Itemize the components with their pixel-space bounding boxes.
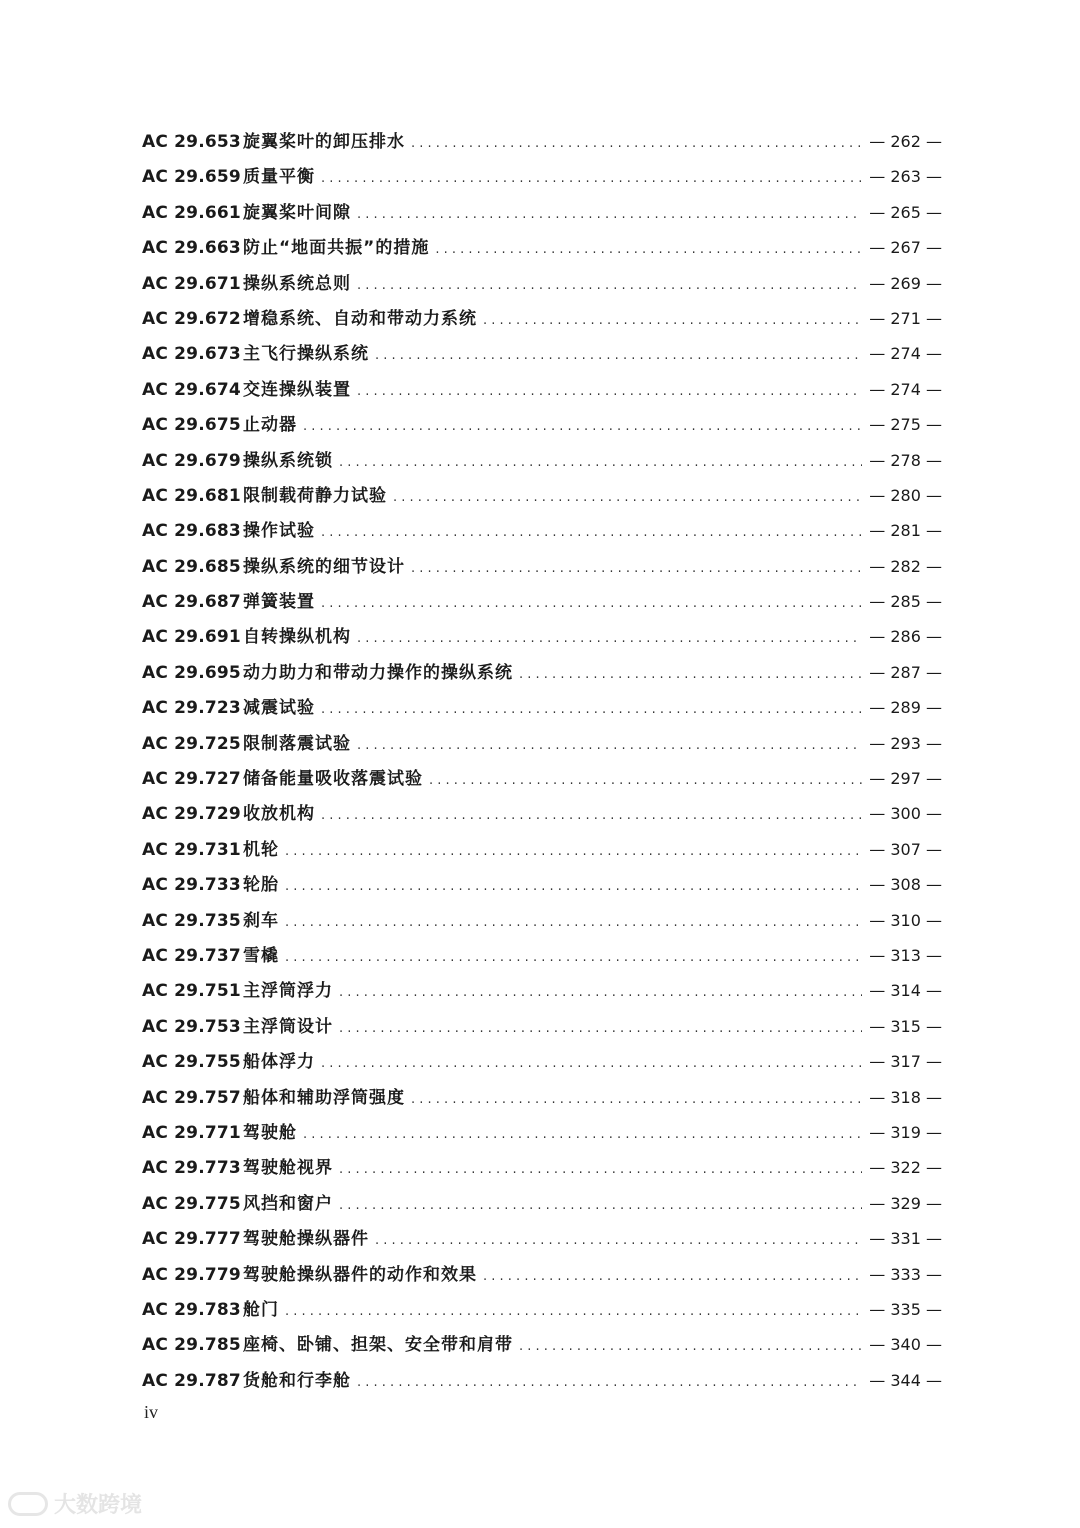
toc-entry-page: — 322 — [869, 1158, 942, 1178]
toc-entry [142, 1186, 942, 1221]
toc-entry-page: — 280 — [869, 485, 942, 505]
toc-entry [142, 443, 942, 478]
dot-leader [339, 445, 862, 480]
toc-entry-title: 弹簧装置 [243, 592, 315, 613]
dot-leader [321, 692, 862, 727]
toc-entry-title: 船体浮力 [243, 1052, 315, 1073]
toc-entry [142, 301, 942, 336]
dot-leader [483, 1259, 862, 1294]
toc-entry-code: AC 29.663 [142, 238, 241, 259]
toc-entry-code: AC 29.731 [142, 839, 241, 860]
toc-entry-page: — 331 — [869, 1229, 942, 1249]
toc-entry-code: AC 29.691 [142, 627, 241, 648]
dot-leader [357, 197, 862, 232]
toc-entry-title: 旋翼桨叶的卸压排水 [243, 132, 405, 152]
toc-entry [142, 726, 942, 761]
toc-entry-page: — 308 — [869, 875, 942, 895]
dot-leader [321, 161, 862, 196]
toc-entry-code: AC 29.659 [142, 167, 241, 188]
toc-entry-title: 操纵系统锁 [243, 450, 333, 471]
toc-entry-page: — 282 — [869, 556, 942, 576]
toc-entry-title: 限制载荷静力试验 [243, 485, 387, 506]
toc-entry-title: 自转操纵机构 [243, 627, 351, 648]
dot-leader [393, 480, 862, 515]
dot-leader [411, 551, 862, 586]
toc-entry [142, 584, 942, 619]
toc-entry-page: — 274 — [869, 344, 942, 364]
toc-entry-page: — 329 — [869, 1193, 942, 1213]
dot-leader [357, 268, 862, 303]
toc-entry-code: AC 29.733 [142, 875, 241, 896]
toc-entry-page: — 286 — [869, 627, 942, 647]
toc-entry-code: AC 29.757 [142, 1087, 241, 1108]
toc-entry-code: AC 29.737 [142, 945, 241, 966]
toc-entry-code: AC 29.785 [142, 1335, 241, 1356]
toc-entry-code: AC 29.755 [142, 1052, 241, 1073]
toc-entry-code: AC 29.687 [142, 592, 241, 613]
toc-entry [142, 195, 942, 230]
toc-entry-page: — 344 — [869, 1370, 942, 1390]
toc-entry [142, 230, 942, 265]
toc-entry-title: 船体和辅助浮筒强度 [243, 1087, 405, 1108]
toc-entry-code: AC 29.683 [142, 521, 241, 542]
toc-entry-title: 操纵系统的细节设计 [243, 556, 405, 577]
toc-entry-title: 机轮 [243, 839, 279, 860]
toc-entry-code: AC 29.777 [142, 1229, 241, 1250]
toc-entry-code: AC 29.723 [142, 698, 241, 719]
toc-entry-page: — 278 — [869, 450, 942, 470]
toc-entry-code: AC 29.729 [142, 804, 241, 825]
toc-entry [142, 549, 942, 584]
toc-entry [142, 478, 942, 513]
toc-entry [142, 1009, 942, 1044]
toc-entry [142, 513, 942, 548]
brand-logo-icon [8, 1492, 48, 1516]
toc-entry-title: 驾驶舱 [243, 1122, 297, 1143]
watermark-text: 大数跨境 [54, 1493, 143, 1518]
dot-leader [357, 621, 862, 656]
toc-entry-code: AC 29.751 [142, 981, 241, 1002]
toc-entry [142, 159, 942, 194]
dot-leader [483, 303, 862, 338]
dot-leader [321, 798, 862, 833]
toc-entry-page: — 310 — [869, 910, 942, 930]
toc-entry-page: — 262 — [869, 132, 942, 151]
toc-entry-title: 主浮筒浮力 [243, 981, 333, 1002]
toc-entry-code: AC 29.679 [142, 450, 241, 471]
toc-entry-code: AC 29.725 [142, 733, 241, 754]
toc-entry [142, 655, 942, 690]
toc-entry-title: 舱门 [243, 1299, 279, 1320]
toc-entry-title: 增稳系统、自动和带动力系统 [243, 308, 477, 329]
toc-entry-page: — 319 — [869, 1122, 942, 1142]
toc-entry-title: 驾驶舱操纵器件 [243, 1229, 369, 1250]
toc-entry-title: 旋翼桨叶间隙 [243, 202, 351, 223]
toc-entry-code: AC 29.773 [142, 1158, 241, 1179]
toc-entry-title: 质量平衡 [243, 167, 315, 188]
toc-entry-code: AC 29.783 [142, 1299, 241, 1320]
toc-entry-title: 动力助力和带动力操作的操纵系统 [243, 662, 513, 683]
dot-leader [519, 657, 862, 692]
toc-entry-title: 雪橇 [243, 945, 279, 966]
toc-entry-code: AC 29.735 [142, 910, 241, 931]
toc-entry [142, 973, 942, 1008]
toc-entry-code: AC 29.753 [142, 1016, 241, 1037]
toc-entry [142, 938, 942, 973]
toc-entry-code: AC 29.787 [142, 1370, 241, 1391]
toc-entry-page: — 293 — [869, 733, 942, 753]
toc-entry-code: AC 29.771 [142, 1122, 241, 1143]
toc-entry-code: AC 29.779 [142, 1264, 241, 1285]
toc-entry-page: — 275 — [869, 415, 942, 435]
toc-entry-page: — 267 — [869, 238, 942, 258]
toc-entry [142, 1080, 942, 1115]
toc-entry-title: 风挡和窗户 [243, 1193, 333, 1214]
toc-entry [142, 903, 942, 938]
dot-leader [339, 1011, 862, 1046]
toc-entry-code: AC 29.653 [142, 132, 241, 152]
toc-entry-title: 收放机构 [243, 804, 315, 825]
toc-entry [142, 407, 942, 442]
toc-entry-page: — 281 — [869, 521, 942, 541]
toc-entry-title: 操纵系统总则 [243, 273, 351, 294]
dot-leader [411, 126, 862, 161]
dot-leader [285, 940, 862, 975]
toc-entry-title: 储备能量吸收落震试验 [243, 769, 423, 790]
toc-entry [142, 690, 942, 725]
dot-leader [303, 1117, 862, 1152]
toc-entry-page: — 333 — [869, 1264, 942, 1284]
toc-entry-title: 刹车 [243, 910, 279, 931]
toc-entry-page: — 287 — [869, 662, 942, 682]
toc-entry-page: — 269 — [869, 273, 942, 293]
toc-entry [142, 1257, 942, 1292]
toc-entry-title: 主浮筒设计 [243, 1016, 333, 1037]
toc-entry [142, 1221, 942, 1256]
dot-leader [285, 869, 862, 904]
toc-entry-title: 主飞行操纵系统 [243, 344, 369, 365]
toc-entry [142, 796, 942, 831]
watermark [8, 1488, 142, 1519]
toc-entry-page: — 271 — [869, 308, 942, 328]
toc-entry-code: AC 29.671 [142, 273, 241, 294]
toc-entry-page: — 340 — [869, 1335, 942, 1355]
toc-entry-code: AC 29.675 [142, 415, 241, 436]
dot-leader [519, 1329, 862, 1364]
toc-entry [142, 1363, 942, 1398]
toc-entry-page: — 313 — [869, 945, 942, 965]
dot-leader [357, 374, 862, 409]
toc-entry-code: AC 29.681 [142, 485, 241, 506]
toc-entry-page: — 307 — [869, 839, 942, 859]
toc-entry-title: 限制落震试验 [243, 733, 351, 754]
toc-entry-page: — 318 — [869, 1087, 942, 1107]
page-number: iv [144, 1402, 159, 1422]
dot-leader [321, 515, 862, 550]
toc-entry-code: AC 29.775 [142, 1193, 241, 1214]
toc-entry [142, 372, 942, 407]
dot-leader [429, 763, 862, 798]
toc-entry-page: — 263 — [869, 167, 942, 187]
toc-entry-code: AC 29.727 [142, 769, 241, 790]
toc-entry-title: 驾驶舱视界 [243, 1158, 333, 1179]
dot-leader [411, 1082, 862, 1117]
toc-entry [142, 1115, 942, 1150]
toc-entry-title: 驾驶舱操纵器件的动作和效果 [243, 1264, 477, 1285]
dot-leader [339, 975, 862, 1010]
toc-entry-page: — 335 — [869, 1299, 942, 1319]
toc-entry-title: 止动器 [243, 415, 297, 436]
toc-entry-page: — 297 — [869, 769, 942, 789]
toc-entry-page: — 289 — [869, 698, 942, 718]
toc-entry-title: 防止“地面共振”的措施 [243, 238, 430, 259]
toc-entry-code: AC 29.695 [142, 662, 241, 683]
dot-leader [321, 1046, 862, 1081]
dot-leader [285, 1294, 862, 1329]
toc-entry [142, 1292, 942, 1327]
dot-leader [357, 728, 862, 763]
dot-leader [435, 232, 862, 267]
toc-entry-page: — 300 — [869, 804, 942, 824]
dot-leader [285, 834, 862, 869]
toc-entry-page: — 315 — [869, 1016, 942, 1036]
dot-leader [303, 409, 862, 444]
toc-entry-code: AC 29.672 [142, 308, 241, 329]
toc-entry-title: 货舱和行李舱 [243, 1370, 351, 1391]
toc-entry-page: — 265 — [869, 202, 942, 222]
toc-entry-page: — 314 — [869, 981, 942, 1001]
toc-entry [142, 1044, 942, 1079]
toc-entry-title: 轮胎 [243, 875, 279, 896]
dot-leader [321, 586, 862, 621]
toc-entry-page: — 285 — [869, 592, 942, 612]
toc-entry-title: 交连操纵装置 [243, 379, 351, 400]
toc-entry [142, 336, 942, 371]
dot-leader [357, 1365, 862, 1400]
toc-entry-code: AC 29.685 [142, 556, 241, 577]
toc-entry [142, 832, 942, 867]
toc-entry-page: — 317 — [869, 1052, 942, 1072]
dot-leader [375, 338, 862, 373]
dot-leader [339, 1188, 862, 1223]
toc-entry-code: AC 29.673 [142, 344, 241, 365]
toc-entry [142, 867, 942, 902]
dot-leader [375, 1223, 862, 1258]
toc-entry-title: 操作试验 [243, 521, 315, 542]
toc-entry-title: 减震试验 [243, 698, 315, 719]
toc-entry-page: — 274 — [869, 379, 942, 399]
toc-entry [142, 1327, 942, 1362]
toc-entry [142, 1150, 942, 1185]
dot-leader [339, 1152, 862, 1187]
toc-entry [142, 124, 942, 159]
toc-entry [142, 619, 942, 654]
toc-entry-title: 座椅、卧铺、担架、安全带和肩带 [243, 1335, 513, 1356]
toc-entry-code: AC 29.674 [142, 379, 241, 400]
table-of-contents [142, 124, 942, 1398]
toc-entry [142, 761, 942, 796]
toc-entry [142, 266, 942, 301]
dot-leader [285, 905, 862, 940]
toc-entry-code: AC 29.661 [142, 202, 241, 223]
